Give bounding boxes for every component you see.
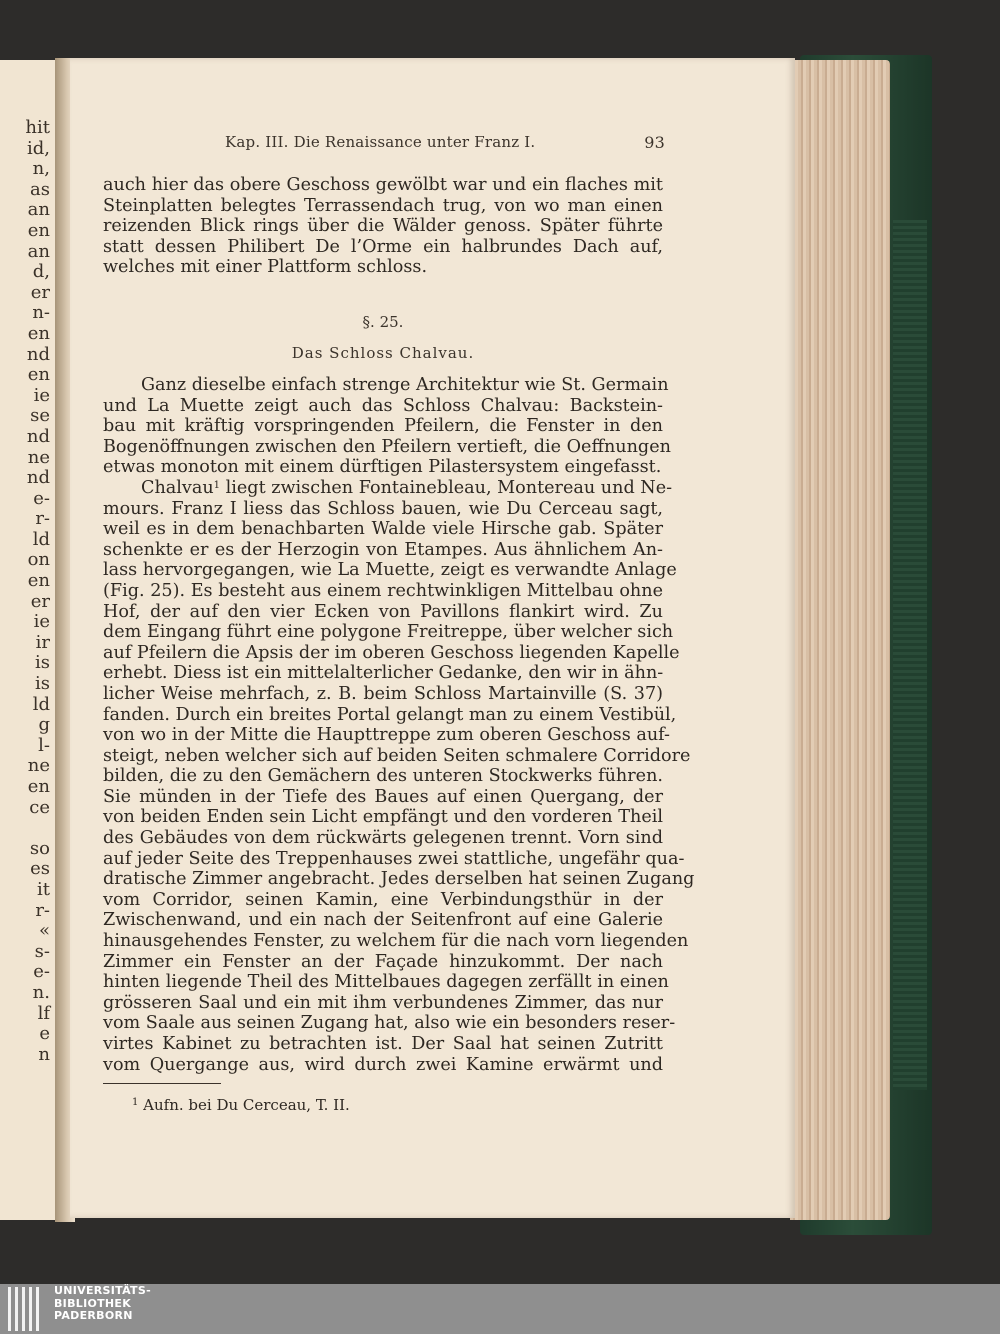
library-logo-text (54, 1285, 151, 1323)
footnote-marker: 1 (132, 1097, 139, 1108)
left-page-fragment: ld (32, 528, 50, 550)
paragraph-2 (103, 375, 695, 1075)
left-page-fragment: r- (35, 508, 50, 530)
left-page-fragment: g (38, 714, 50, 736)
text-line: statt dessen Philibert De l’Orme ein halbrundes Dach auf, (103, 236, 663, 257)
text-line: hinten liegende Theil des Mittelbaues dagegen zerfällt in einen (103, 972, 669, 993)
left-page-fragment: so (29, 837, 50, 859)
text-line: hinausgehendes Fenster, zu welchem für die nach vorn liegenden (103, 931, 689, 952)
left-page-fragment: e- (33, 487, 50, 509)
text-line: vom Saale aus seinen Zugang hat, also wie ein besonders reser- (103, 1013, 676, 1034)
text-line: auf Pfeilern die Apsis der im oberen Geschoss liegenden Kapelle (103, 642, 680, 663)
text-line: bilden, die zu den Gemächern des unteren Stockwerks führen. (103, 766, 663, 787)
text-line: vom Corridor, seinen Kamin, eine Verbindungsthür in der (103, 889, 663, 910)
text-line (103, 477, 673, 499)
text-line: grösseren Saal und ein mit ihm verbundenes Zimmer, das nur (103, 992, 663, 1013)
left-page-fragment: en (27, 219, 50, 241)
left-page-fragment: ld (32, 693, 50, 715)
cover-cloth (893, 220, 927, 1090)
left-page-fragment: is (35, 652, 50, 674)
left-page-fragment: ne (27, 755, 50, 777)
text-line: erhebt. Diess ist ein mittelalterlicher Gedanke, den wir in ähn- (103, 663, 664, 684)
left-page-fragment: ir (35, 631, 50, 653)
text-line-rest: liegt zwischen Fontainebleau, Montereau und Ne- (220, 477, 673, 498)
text-line: auch hier das obere Geschoss gewölbt war und ein flaches mit (103, 175, 663, 195)
left-page-fragment: hit (25, 117, 50, 138)
left-page-fragment: ie (33, 384, 50, 406)
left-page-fragment: n. (32, 981, 50, 1003)
left-page-fragment: nd (26, 343, 50, 365)
paragraph-1 (103, 175, 663, 278)
text-line: Zwischenwand, und ein nach der Seitenfront auf eine Galerie (103, 910, 663, 931)
left-page-fragment: n (38, 1043, 50, 1065)
footnote-text: Aufn. bei Du Cerceau, T. II. (143, 1096, 350, 1114)
text-line: dem Eingang führt eine polygone Freitreppe, über welcher sich (103, 622, 674, 643)
left-page-fragment: on (27, 549, 50, 571)
left-page-fragment: en (27, 776, 50, 797)
text-line: dratische Zimmer angebracht. Jedes derselben hat seinen Zugang (103, 869, 695, 890)
left-page-fragment: ce (29, 796, 50, 818)
text-line: fanden. Durch ein breites Portal gelangt man zu einem Vestibül, (103, 704, 677, 725)
page-number: 93 (644, 133, 665, 152)
library-logo-icon (8, 1287, 48, 1331)
text-line: von wo in der Mitte die Haupttreppe zum oberen Geschoss auf- (103, 725, 670, 746)
text-line: lass hervorgegangen, wie La Muette, zeigt es verwandte Anlage (103, 560, 677, 581)
left-page-text (0, 118, 50, 1065)
left-page-fragment: is (35, 673, 50, 695)
left-page-fragment: nd (26, 425, 50, 447)
left-page-fragment: n- (32, 302, 50, 324)
text-line: und La Muette zeigt auch das Schloss Chalvau: Backstein- (103, 395, 663, 416)
text-line: (Fig. 25). Es besteht aus einem rechtwinkligen Mittelbau ohne (103, 580, 663, 601)
text-line: licher Weise mehrfach, z. B. beim Schloss Martainville (S. 37) (103, 683, 663, 704)
left-page-fragment: en (27, 322, 50, 344)
left-page-fragment: ie (33, 611, 50, 633)
left-page-fragment: « (38, 920, 50, 942)
text-line: Ganz dieselbe einfach strenge Architektur wie St. Germain (141, 375, 669, 395)
logo-line: BIBLIOTHEK (54, 1296, 132, 1310)
text-line: mours. Franz I liess das Schloss bauen, wie Du Cerceau sagt, (103, 498, 663, 519)
body-text (103, 175, 695, 1075)
left-page-fragment: s- (34, 940, 50, 962)
left-page-fragment: it (37, 878, 50, 900)
paragraph-3 (103, 498, 695, 1076)
section-title: Das Schloss Chalvau. (291, 344, 475, 362)
text-line: steigt, neben welcher sich auf beiden Seiten schmalere Corridore (103, 745, 691, 766)
section-number: §. 25. (362, 313, 404, 331)
text-line: von beiden Enden sein Licht empfängt und den vorderen Theil (103, 807, 663, 828)
text-line: schenkte er es der Herzogin von Etampes. Aus ähnlichem An- (103, 539, 663, 560)
text-line: weil es in dem benachbarten Walde viele Hirsche gab. Später (103, 519, 663, 540)
left-page-fragment: id, (26, 137, 50, 159)
left-page-fragment (0, 818, 50, 839)
left-page-fragment: nd (26, 467, 50, 489)
left-page-fragment: er (30, 281, 50, 303)
left-page-fragment: se (30, 405, 50, 427)
logo-line: PADERBORN (54, 1309, 133, 1322)
left-page-fragment: as (30, 178, 50, 200)
text-line: des Gebäudes von dem rückwärts gelegenen trennt. Vorn sind (103, 828, 663, 849)
left-page-fragment: er (30, 590, 50, 612)
text-line: etwas monoton mit einem dürftigen Pilastersystem eingefasst. (103, 457, 662, 478)
text-line: vom Quergange aus, wird durch zwei Kamine erwärmt und (103, 1054, 663, 1075)
left-page-fragment: lf (37, 1002, 50, 1024)
left-page-fragment: e- (33, 961, 50, 983)
left-page-fragment: an (27, 199, 50, 221)
left-page-fragment: r- (35, 899, 50, 921)
text-line: Sie münden in der Tiefe des Baues auf einen Quergang, der (103, 786, 663, 807)
footnote (132, 1096, 350, 1114)
left-page-fragment: an (27, 240, 50, 262)
text-line: auf jeder Seite des Treppenhauses zwei stattliche, ungefähr qua- (103, 848, 685, 869)
left-page-fragment: d, (32, 261, 50, 283)
logo-line: UNIVERSITÄTS- (54, 1284, 151, 1297)
left-page-fragment: en (27, 570, 50, 592)
running-head (225, 133, 665, 151)
left-page-fragment: es (30, 858, 50, 880)
left-page-fragment: en (27, 364, 50, 386)
text-line: welches mit einer Plattform schloss. (103, 257, 428, 278)
footnote-ref: 1 (213, 479, 221, 491)
text-line: virtes Kabinet zu betrachten ist. Der Saal hat seinen Zutritt (103, 1034, 663, 1054)
left-page-fragment: e (39, 1023, 50, 1045)
text-line: bau mit kräftig vorspringenden Pfeilern, die Fenster in den (103, 416, 663, 437)
text-line: Zimmer ein Fenster an der Façade hinzukommt. Der nach (103, 951, 663, 972)
running-head-title: Kap. III. Die Renaissance unter Franz I. (225, 133, 536, 151)
left-page-fragment: n, (32, 158, 50, 180)
left-page-fragment: ne (27, 446, 50, 468)
footnote-rule (103, 1083, 221, 1084)
text-line: reizenden Blick rings über die Wälder genoss. Später führte (103, 216, 663, 237)
chalvau-word: Chalvau (141, 477, 214, 498)
page-edges (790, 60, 890, 1220)
text-line: Steinplatten belegtes Terrassendach trug, von wo man einen (103, 195, 663, 216)
left-page-fragment: l- (38, 734, 50, 756)
text-line: Bogenöffnungen zwischen den Pfeilern vertieft, die Oeffnungen (103, 436, 671, 457)
text-line: Hof, der auf den vier Ecken von Pavillons flankirt wird. Zu (103, 601, 663, 622)
